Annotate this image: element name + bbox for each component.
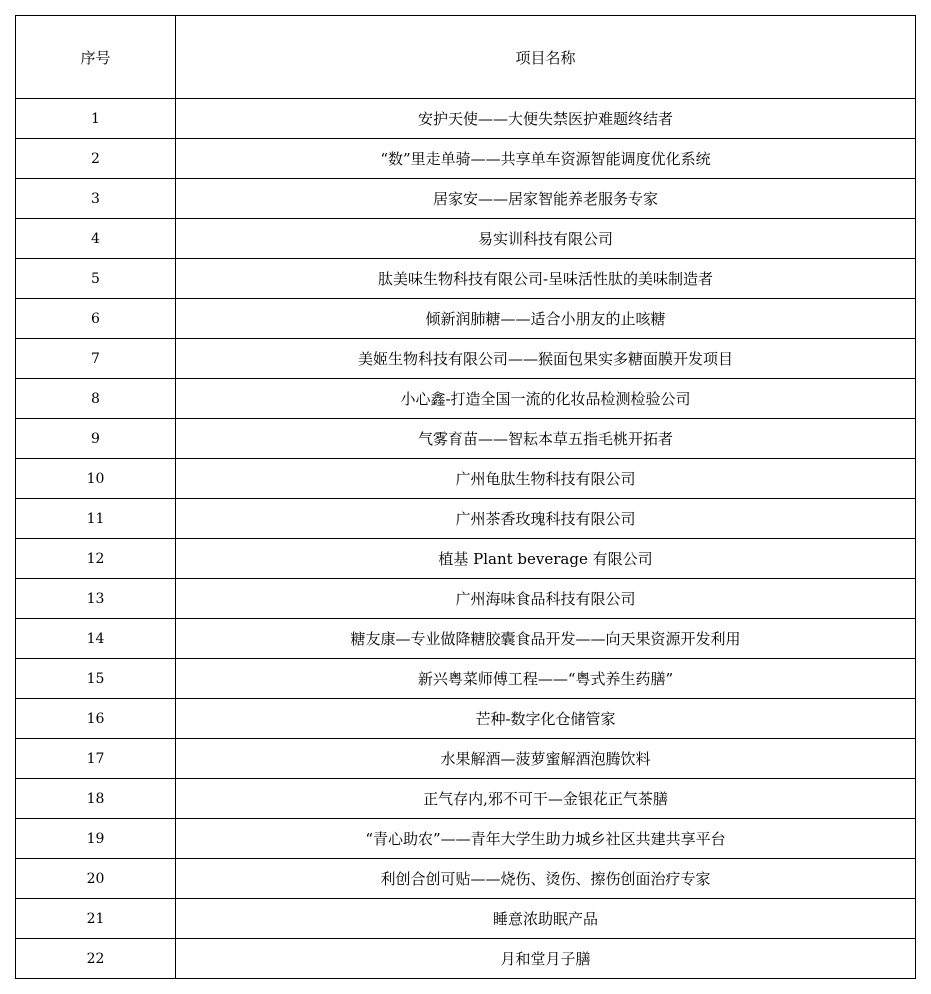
table-row [16,699,916,739]
project-name-cell: 糖友康—专业做降糖胶囊食品开发——向天果资源开发利用 [176,619,916,659]
serial-number-cell: 1 [16,99,176,139]
project-name-cell: 居家安——居家智能养老服务专家 [176,179,916,219]
project-table [15,15,916,979]
table-row [16,939,916,979]
serial-number-cell: 10 [16,459,176,499]
serial-number-cell: 6 [16,299,176,339]
table-row [16,819,916,859]
serial-number-cell: 18 [16,779,176,819]
project-name-cell: 正气存内,邪不可干—金银花正气茶膳 [176,779,916,819]
serial-number-cell: 21 [16,899,176,939]
table-row [16,179,916,219]
project-name-cell: “数”里走单骑——共享单车资源智能调度优化系统 [176,139,916,179]
table-row [16,99,916,139]
serial-number-cell: 20 [16,859,176,899]
project-name-cell: 植基 Plant beverage 有限公司 [176,539,916,579]
header-serial-number: 序号 [16,16,176,99]
table-row [16,379,916,419]
table-row [16,259,916,299]
serial-number-cell: 9 [16,419,176,459]
project-name-cell: 广州茶香玫瑰科技有限公司 [176,499,916,539]
project-name-cell: 肽美味生物科技有限公司-呈味活性肽的美味制造者 [176,259,916,299]
serial-number-cell: 15 [16,659,176,699]
project-name-cell: 气雾育苗——智耘本草五指毛桃开拓者 [176,419,916,459]
table-header-row [16,16,916,99]
table-row [16,579,916,619]
serial-number-cell: 3 [16,179,176,219]
project-name-cell: “青心助农”——青年大学生助力城乡社区共建共享平台 [176,819,916,859]
project-name-cell: 利创合创可贴——烧伤、烫伤、擦伤创面治疗专家 [176,859,916,899]
table-row [16,899,916,939]
header-project-name: 项目名称 [176,16,916,99]
serial-number-cell: 11 [16,499,176,539]
serial-number-cell: 8 [16,379,176,419]
table-row [16,339,916,379]
project-name-cell: 新兴粤菜师傅工程——“粤式养生药膳” [176,659,916,699]
project-name-cell: 水果解酒—菠萝蜜解酒泡腾饮料 [176,739,916,779]
table-row [16,859,916,899]
table-row [16,779,916,819]
project-name-cell: 广州龟肽生物科技有限公司 [176,459,916,499]
table-row [16,459,916,499]
serial-number-cell: 2 [16,139,176,179]
serial-number-cell: 17 [16,739,176,779]
table-row [16,139,916,179]
table-row [16,419,916,459]
serial-number-cell: 4 [16,219,176,259]
table-body [16,99,916,979]
table-row [16,539,916,579]
project-name-cell: 易实训科技有限公司 [176,219,916,259]
serial-number-cell: 7 [16,339,176,379]
table-row [16,739,916,779]
serial-number-cell: 19 [16,819,176,859]
table-row [16,219,916,259]
project-name-cell: 芒种-数字化仓储管家 [176,699,916,739]
project-name-cell: 美姬生物科技有限公司——猴面包果实多糖面膜开发项目 [176,339,916,379]
table-row [16,499,916,539]
table-row [16,299,916,339]
serial-number-cell: 13 [16,579,176,619]
project-name-cell: 小心鑫-打造全国一流的化妆品检测检验公司 [176,379,916,419]
serial-number-cell: 14 [16,619,176,659]
project-name-cell: 月和堂月子膳 [176,939,916,979]
serial-number-cell: 16 [16,699,176,739]
project-name-cell: 睡意浓助眠产品 [176,899,916,939]
project-name-cell: 倾新润肺糖——适合小朋友的止咳糖 [176,299,916,339]
serial-number-cell: 12 [16,539,176,579]
project-name-cell: 安护天使——大便失禁医护难题终结者 [176,99,916,139]
table-row [16,619,916,659]
serial-number-cell: 5 [16,259,176,299]
table-row [16,659,916,699]
serial-number-cell: 22 [16,939,176,979]
project-name-cell: 广州海味食品科技有限公司 [176,579,916,619]
